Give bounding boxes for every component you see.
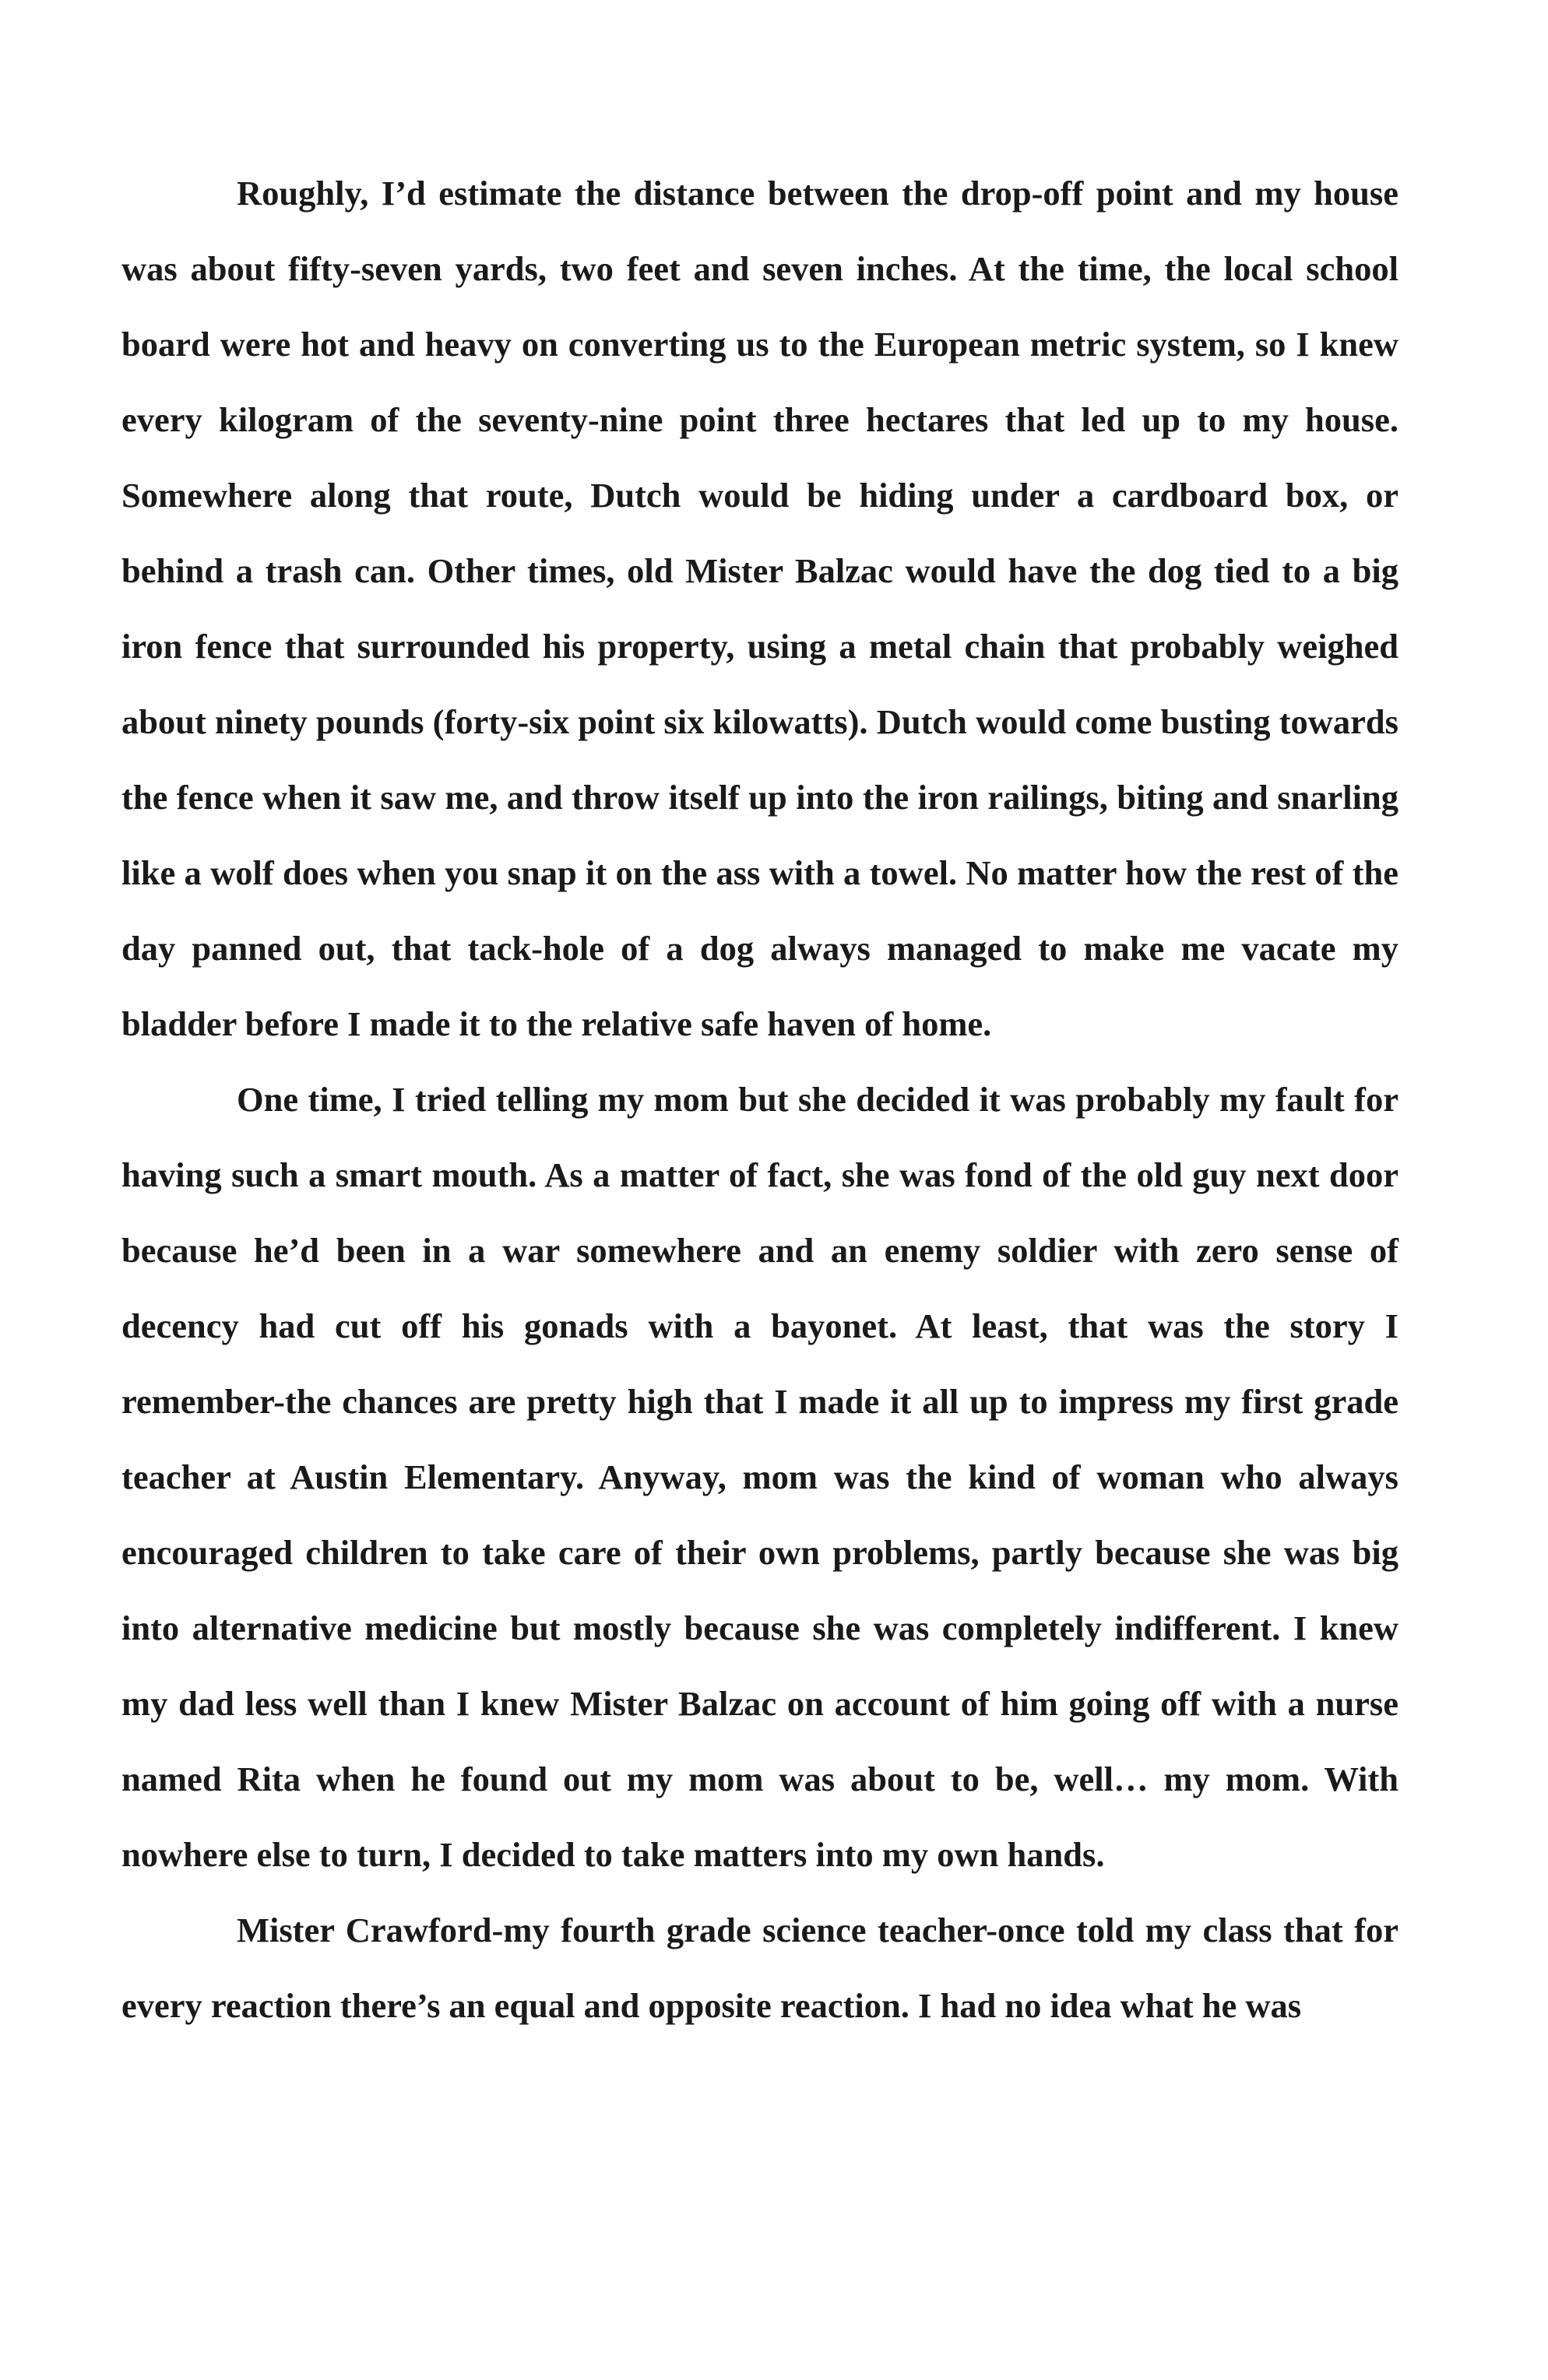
body-text <box>121 156 1398 2044</box>
paragraph-3: Mister Crawford-my fourth grade science teacher-once told my class that for every reaction there’s an equal and opposite reaction. I had no idea what he was <box>121 1911 1398 2025</box>
paragraph-2: One time, I tried telling my mom but she decided it was probably my fault for having such a smart mouth. As a matter of fact, she was fond of the old guy next door because he’d been in a war somewhere and an enemy soldier with zero sense of decency had cut off his gonads with a bayonet. At least, that was the story I remember-the chances are pretty high that I made it all up to impress my first grade teacher at Austin Elementary. Anyway, mom was the kind of woman who always encouraged children to take care of their own problems, partly because she was big into alternative medicine but mostly because she was completely indifferent. I knew my dad less well than I knew Mister Balzac on account of him going off with a nurse named Rita when he found out my mom was about to be, well… my mom. With nowhere else to turn, I decided to take matters into my own hands. <box>121 1080 1398 1874</box>
paragraph-1: Roughly, I’d estimate the distance between the drop-off point and my house was about fifty-seven yards, two feet and seven inches. At the time, the local school board were hot and heavy on converting us to the European metric system, so I knew every kilogram of the seventy-nine point three hectares that led up to my house. Somewhere along that route, Dutch would be hiding under a cardboard box, or behind a trash can. Other times, old Mister Balzac would have the dog tied to a big iron fence that surrounded his property, using a metal chain that probably weighed about ninety pounds (forty-six point six kilowatts). Dutch would come busting towards the fence when it saw me, and throw itself up into the iron railings, biting and snarling like a wolf does when you snap it on the ass with a towel. No matter how the rest of the day panned out, that tack-hole of a dog always managed to make me vacate my bladder before I made it to the relative safe haven of home. <box>121 174 1398 1043</box>
